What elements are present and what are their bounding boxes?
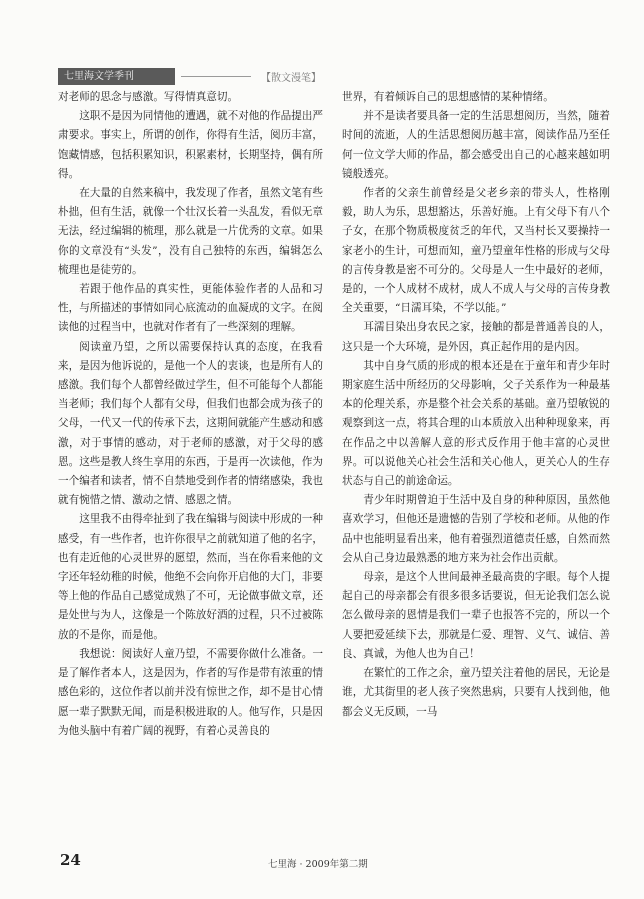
- header-divider: [181, 76, 251, 77]
- publication-info: 七里海 · 2009年第二期: [268, 859, 368, 870]
- paragraph: 并不是读者要具备一定的生活思想阅历，当然，随着时间的流逝，人的生活思想阅历越丰富，阅读作品乃至任何一位文学大师的作品，都会感受出自己的心越来越如明镜般透亮。: [342, 110, 610, 180]
- paragraph: 在大量的自然来稿中，我发现了作者，虽然文笔有些朴拙，但有生活，就像一个壮汉长着一头乱发，看似无章无法，经过编辑的梳理，那么就是一片优秀的文章。如果你的文章没有“头发”，没有自己独特的东西，编辑怎么梳理也是徒劳的。: [58, 187, 323, 276]
- paragraph: 阅读童乃望，之所以需要保持认真的态度，在我看来，是因为他诉说的，是他一个人的衷谈，也是所有人的感激。我们每个人都曾经做过学生，但不可能每个人都能当老师；我们每个人都有父母，但我们也都会成为孩子的父母，一代又一代的传承下去，这期间就能产生感动和感激，对于事情的感动，对于老师的感激，对于父母的感恩。这些是教人终生享用的东西，于是再一次读他，作为一个编者和读者，情不自禁地受到作者的情绪感染，我也就有惋惜之情、激动之情、感恩之情。: [58, 340, 323, 507]
- column-name: 【散文漫笔】: [261, 72, 321, 84]
- paragraph: 对老师的思念与感激。写得情真意切。: [58, 91, 239, 103]
- paragraph: 这职不是因为同情他的遭遇，就不对他的作品提出严肃要求。事实上，所谓的创作，你得有生活，阅历丰富，饱藏情感，包括积累知识，积累素材，长期坚持，偶有所得。: [58, 110, 323, 180]
- paragraph: 其中自身气质的形成的根本还是在于童年和青少年时期家庭生活中所经历的父母影响，父子关系作为一种最基本的伦理关系，亦是整个社会关系的基础。童乃望敏锐的观察到这一点，将其合理的山本质放入出种种现象来，再在作品之中以善解人意的形式反作用于他丰富的心灵世界。可以说他关心社会生活和关心他人，更关心人的生存状态与自己的前途命运。: [342, 359, 610, 488]
- page-number: 24: [60, 851, 81, 869]
- paragraph: 世界，有着倾诉自己的思想感情的某种情绪。: [342, 91, 554, 103]
- paragraph: 作者的父亲生前曾经是父老乡亲的带头人，性格刚毅，助人为乐，思想豁达，乐善好施。上有父母下有八个子女，在那个物质极度贫乏的年代，又当村长又要操持一家老小的生计，可想而知，童乃望童年性格的形成与父母的言传身教是密不可分的。父母是人一生中最好的老师，是的，一个人成材不成材，成人不成人与父母的言传身教全关重要，“日濡耳染，不学以能。”: [342, 187, 610, 315]
- page-header: [58, 68, 618, 84]
- left-text-column: [58, 88, 323, 741]
- magazine-tag: 七里海文学季刊: [58, 68, 175, 85]
- page-footer: [0, 845, 644, 885]
- paragraph: 青少年时期曾迫于生活中及自身的种种原因，虽然他喜欢学习，但他还是遗憾的告别了学校和老师。从他的作品中也能明显看出来，他有着强烈道德责任感，自然而然会从自己身边最熟悉的地方来为社会作出贡献。: [342, 494, 610, 564]
- paragraph: 耳濡目染出身农民之家，接触的都是普通善良的人，这只是一个大环境，是外因，真正起作用的是内因。: [342, 321, 610, 353]
- paragraph: 这里我不由得牵扯到了我在编辑与阅读中形成的一种感受，有一些作者，也许你很早之前就知道了他的名字，也有走近他的心灵世界的愿望，然而，当在你看来他的文字还年轻幼稚的时候，他绝不会向你开启他的大门，非要等上他的作品自己感觉成熟了不可，无论做事做文章，还是处世与为人，这像是一个陈放好酒的过程，只不过被陈放的不是你，而是他。: [58, 513, 323, 641]
- paragraph: 母亲，是这个人世间最神圣最高贵的字眼。每个人提起自己的母亲都会有很多很多话要说，但无论我们怎么说怎么做母亲的恩情是我们一辈子也报答不完的，所以一个人要把爱延续下去，那就是仁爱、理智、义气、诚信、善良、真诚，为他人也为自己！: [342, 571, 610, 660]
- right-text-column: [342, 88, 610, 722]
- paragraph: 若跟于他作品的真实性，更能体验作者的人品和习性，与所描述的事情如同心底流动的血凝成的文字。在阅读他的过程当中，也就对作者有了一些深刻的理解。: [58, 283, 323, 334]
- paragraph: 我想说：阅读好人童乃望，不需要你做什么准备。一是了解作者本人，这是因为，作者的写作是带有浓重的情感色彩的，这位作者以前并没有惊世之作，却不是甘心情愿一辈子默默无闻，而是积极进取的人。他写作，只是因为他头脑中有着广阔的视野，有着心灵善良的: [58, 647, 323, 737]
- paragraph: 在繁忙的工作之余，童乃望关注着他的居民，无论是谁，尤其街里的老人孩子突然患病，只要有人找到他，他都会义无反顾，一马: [342, 667, 610, 718]
